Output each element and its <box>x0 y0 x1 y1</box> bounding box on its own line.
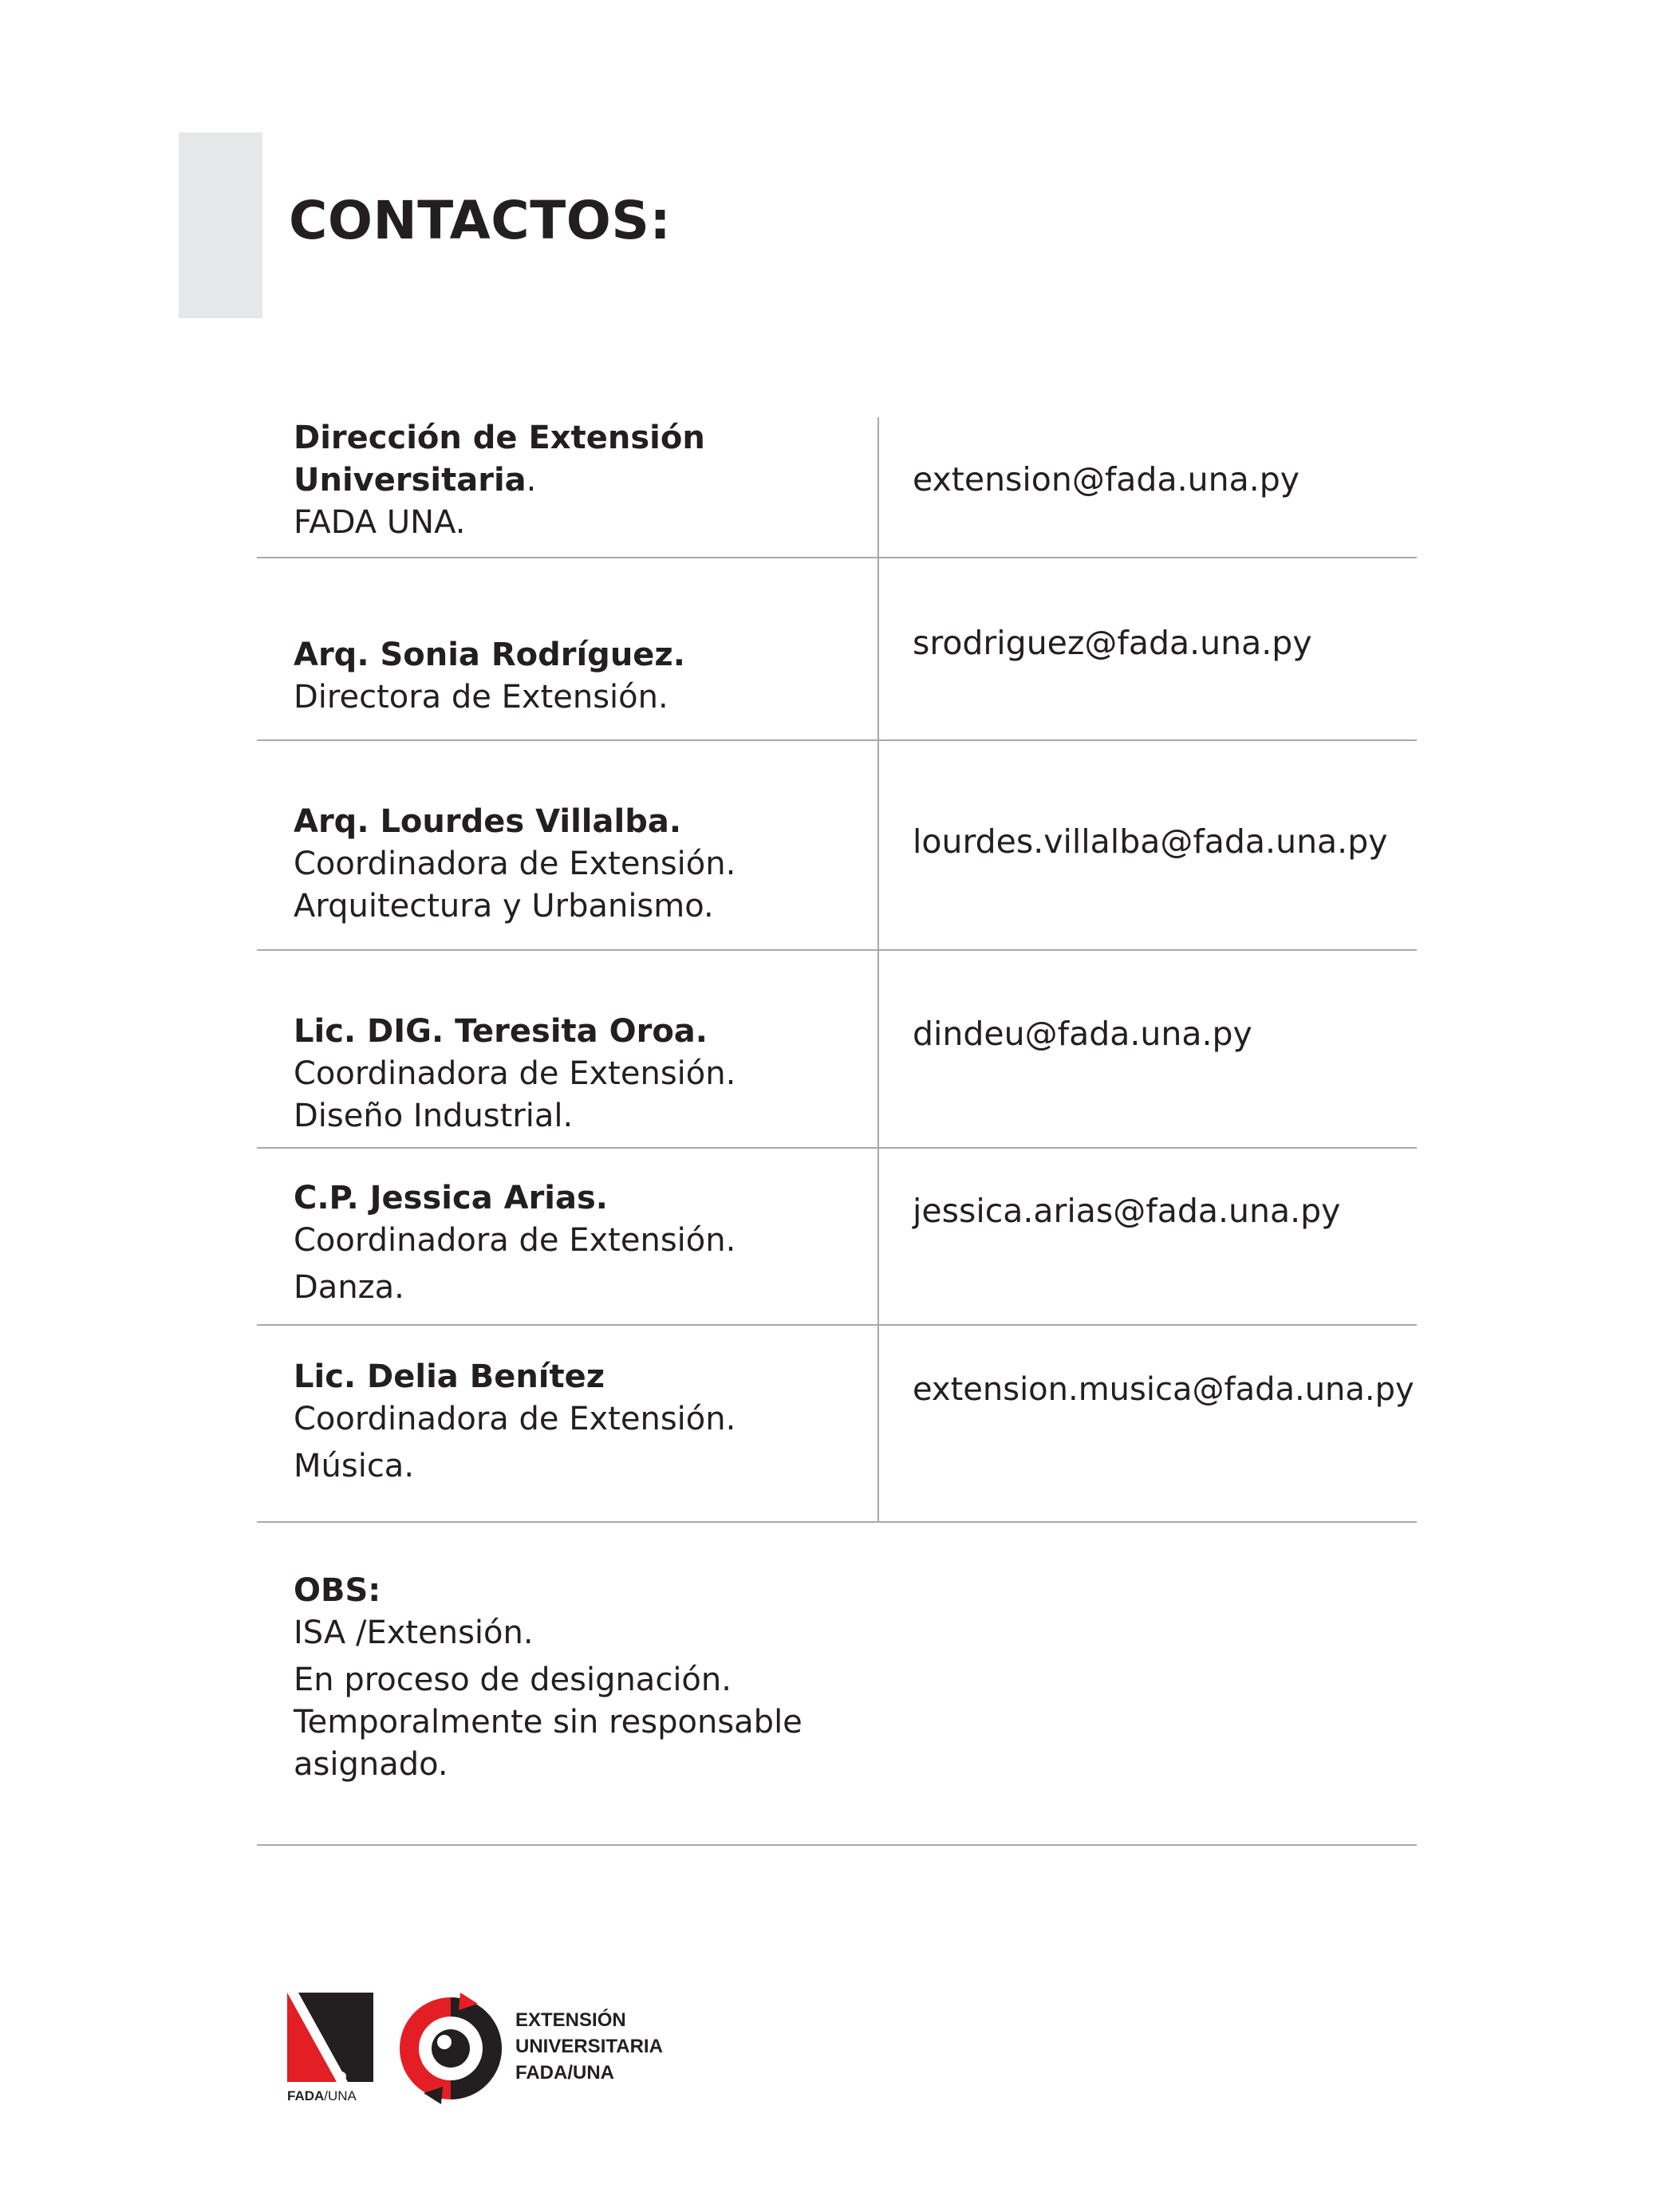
contact-name: Arq. Lourdes Villalba. <box>294 803 682 840</box>
obs-line: asignado. <box>294 1746 448 1783</box>
fada-una-logo-icon <box>287 1993 375 2088</box>
obs-line: Temporalmente sin responsable <box>294 1704 803 1741</box>
contact-role: Directora de Extensión. <box>294 679 668 716</box>
contact-detail: Música. <box>294 1448 415 1484</box>
contact-detail: Diseño Industrial. <box>294 1098 574 1134</box>
contact-role: FADA UNA. <box>294 504 466 541</box>
contact-info <box>294 1011 852 1137</box>
contact-role: Coordinadora de Extensión. <box>294 846 736 882</box>
contacts-table <box>257 417 1417 1523</box>
wordmark-line: EXTENSIÓN <box>515 2009 626 2031</box>
obs-title: OBS: <box>294 1572 381 1609</box>
contact-role: Coordinadora de Extensión. <box>294 1055 736 1092</box>
bottom-divider <box>257 1844 1417 1846</box>
contact-row-delia-benitez <box>257 1326 1417 1523</box>
extension-universitaria-logo-icon <box>395 1993 507 2104</box>
page-title: CONTACTOS: <box>289 190 672 251</box>
footer-logos <box>287 1993 734 2112</box>
contact-role: Coordinadora de Extensión. <box>294 1401 736 1437</box>
contact-row-teresita-oroa <box>257 951 1417 1149</box>
contact-name: Lic. Delia Benítez <box>294 1358 605 1395</box>
obs-line: ISA /Extensión. <box>294 1614 534 1651</box>
contact-info <box>294 417 852 544</box>
column-divider <box>877 558 879 739</box>
obs-note <box>294 1570 932 1786</box>
contact-email[interactable]: dindeu@fada.una.py <box>913 1015 1252 1053</box>
column-divider <box>877 741 879 949</box>
contact-info <box>294 634 852 719</box>
wordmark-line: UNIVERSITARIA <box>515 2036 663 2057</box>
contact-name: C.P. Jessica Arias. <box>294 1180 609 1216</box>
column-divider <box>877 1149 879 1324</box>
contact-name: Dirección de Extensión Universitaria. <box>294 420 705 499</box>
title-tab-block <box>179 132 262 318</box>
contact-row-direccion <box>257 417 1417 558</box>
extension-universitaria-wordmark <box>515 2007 663 2086</box>
contact-detail: Arquitectura y Urbanismo. <box>294 888 714 925</box>
contact-email[interactable]: jessica.arias@fada.una.py <box>913 1192 1341 1230</box>
column-divider <box>877 417 879 557</box>
contact-info <box>294 1356 852 1488</box>
contact-info <box>294 801 852 928</box>
contact-role: Coordinadora de Extensión. <box>294 1222 736 1259</box>
obs-line: En proceso de designación. <box>294 1662 732 1698</box>
fada-una-caption: FADA/UNA <box>287 2088 357 2103</box>
contact-email[interactable]: lourdes.villalba@fada.una.py <box>913 822 1388 861</box>
column-divider <box>877 1326 879 1521</box>
contact-info <box>294 1177 852 1309</box>
contact-name: Arq. Sonia Rodríguez. <box>294 637 685 673</box>
contact-email[interactable]: extension.musica@fada.una.py <box>913 1371 1414 1408</box>
contact-email[interactable]: extension@fada.una.py <box>913 460 1300 499</box>
contact-detail: Danza. <box>294 1269 404 1306</box>
contact-row-jessica-arias <box>257 1149 1417 1326</box>
contact-row-sonia-rodriguez <box>257 558 1417 741</box>
column-divider <box>877 951 879 1147</box>
contact-name: Lic. DIG. Teresita Oroa. <box>294 1013 708 1050</box>
wordmark-line: FADA/UNA <box>515 2062 614 2084</box>
contact-email[interactable]: srodriguez@fada.una.py <box>913 624 1312 662</box>
contact-row-lourdes-villalba <box>257 741 1417 951</box>
